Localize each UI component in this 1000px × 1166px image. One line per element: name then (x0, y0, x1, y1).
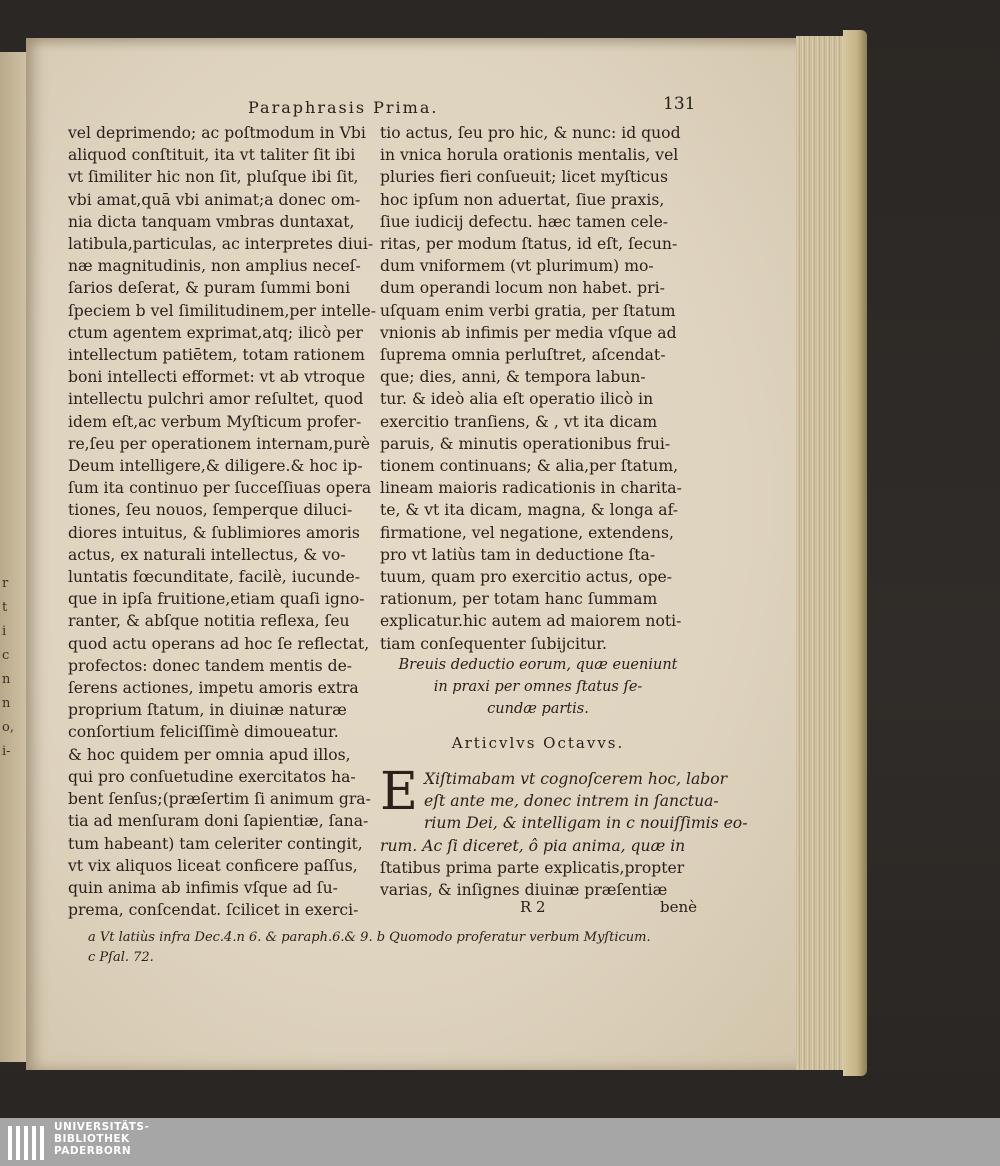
margin-fragment: c (2, 648, 10, 663)
text-line: luntatis fœcunditate, facilè, iucunde- (68, 568, 361, 587)
text-line: pluries fieri conſueuit; licet myſticus (380, 168, 668, 187)
article-line: ſtatibus prima parte explicatis,propter (380, 858, 685, 877)
text-line: explicatur.hic autem ad maiorem noti- (380, 612, 682, 631)
text-line: vel deprimendo; ac poſtmodum in Vbi (68, 124, 366, 142)
subheading-line: in praxi per omnes ſtatus ſe- (433, 679, 643, 695)
margin-fragment: o, (2, 720, 14, 735)
page-block-edge (796, 36, 848, 1070)
text-line: exercitio tranſiens, & , vt ita dicam (380, 412, 658, 431)
article-line: rum. Ac ſi diceret, ô pia anima, quæ in (380, 836, 686, 855)
text-line: proprium ſtatum, in diuinæ naturæ (68, 701, 347, 720)
text-line: ſuprema omnia perluſtret, aſcendat- (380, 346, 666, 365)
text-line: & hoc quidem per omnia apud illos, (68, 745, 351, 764)
text-line: tiones, ſeu nouos, ſemperque diluci- (68, 501, 353, 520)
text-line: actus, ex naturali intellectus, & vo- (68, 545, 346, 564)
article-title: Articvlvs Octavvs. (451, 734, 625, 752)
text-line: vnionis ab infimis per media vſque ad (380, 323, 677, 342)
text-line: que; dies, anni, & tempora labun- (380, 368, 646, 387)
margin-fragment: n (2, 672, 11, 687)
text-line: ſpeciem b vel ſimilitudinem,per intelle- (68, 301, 377, 320)
text-line: ranter, & abſque notitia reflexa, ſeu (68, 612, 350, 631)
text-line: ſum ita continuo per ſucceſſiuas opera (68, 479, 372, 498)
text-line: vt ſimiliter hic non ſit, pluſque ibi ſit, (68, 168, 359, 187)
right-text-column (380, 122, 696, 655)
article-line: Xiſtimabam vt cognoſcerem hoc, labor (423, 770, 728, 788)
text-line: lineam maioris radicationis in charita- (380, 479, 682, 498)
book-cover (843, 30, 867, 1076)
text-line: tio actus, ſeu pro hic, & nunc: id quod (380, 124, 681, 142)
text-line: pro vt latiùs tam in deductione ſta- (380, 545, 656, 564)
text-line: hoc ipſum non aduertat, ſiue praxis, (380, 190, 665, 209)
margin-fragment: t (2, 600, 8, 615)
subheading-line: cundæ partis. (487, 701, 589, 717)
text-line: dum vniformem (vt plurimum) mo- (380, 257, 654, 276)
text-line: vt vix aliquos liceat conficere paſſus, (68, 856, 358, 875)
text-line: quod actu operans ad hoc ſe reflectat, (68, 634, 370, 653)
text-line: bent ſenſus;(præſertim ſi animum gra- (68, 790, 371, 809)
library-name-line2: BIBLIOTHEK (54, 1133, 130, 1145)
text-line: intellectum patiētem, totam rationem (68, 346, 365, 365)
text-line: ſerens actiones, impetu amoris extra (68, 679, 359, 698)
catchword: benè (660, 898, 698, 916)
text-line: tur. & ideò alia eſt operatio ilicò in (380, 390, 654, 409)
text-line: conſortium feliciſſimè dimoueatur. (68, 723, 339, 742)
footnote-line: c Pſal. 72. (88, 950, 154, 965)
library-footer-bar (0, 1118, 1000, 1166)
text-line: tiam conſequenter ſubijcitur. (380, 634, 608, 653)
text-line: aliquod conſtituit, ita vt taliter ſit ibi (68, 146, 356, 165)
text-line: tionem continuans; & alia,per ſtatum, (380, 457, 679, 476)
signature-mark: R 2 (520, 898, 546, 916)
text-line: intellectu pulchri amor reſultet, quod (68, 390, 364, 409)
text-line: idem eſt,ac verbum Myſticum profer- (68, 412, 362, 431)
article-line: rium Dei, & intelligam in c nouiſſimis eo- (423, 814, 748, 833)
text-line: quin anima ab infimis vſque ad ſu- (68, 878, 338, 897)
text-line: tum habeant) tam celeriter contingit, (68, 834, 363, 853)
text-line: in vnica horula orationis mentalis, vel (380, 146, 679, 165)
margin-fragment: n (2, 696, 11, 711)
article-line: varias, & inſignes diuinæ præſentiæ (380, 881, 668, 900)
library-logo-icon (6, 1122, 46, 1162)
article-line: eſt ante me, donec intrem in ſanctua- (423, 792, 719, 811)
text-line: te, & vt ita dicam, magna, & longa af- (380, 501, 679, 520)
text-line: vbi amat,quā vbi animat;a donec om- (68, 190, 361, 209)
text-line: tia ad menſuram doni ſapientiæ, ſana- (68, 812, 369, 831)
text-line: ſarios deſerat, & puram ſummi boni (68, 279, 351, 298)
text-line: profectos: donec tandem mentis de- (68, 656, 353, 675)
running-title: Paraphrasis Prima. (248, 98, 439, 117)
subheading-line: Breuis deductio eorum, quæ eueniunt (398, 657, 678, 673)
text-line: Deum intelligere,& diligere.& hoc ip- (68, 457, 363, 476)
margin-fragment: r (2, 576, 9, 591)
library-name-line3: PADERBORN (54, 1145, 132, 1157)
margin-fragment: i- (2, 744, 11, 759)
text-line: re,ſeu per operationem internam,purè (68, 434, 371, 453)
text-line: firmatione, vel negatione, extendens, (380, 523, 674, 542)
text-line: diores intuitus, & ſublimiores amoris (68, 523, 360, 542)
text-line: tuum, quam pro exercitio actus, ope- (380, 568, 673, 587)
text-line: qui pro conſuetudine exercitatos ha- (68, 767, 356, 786)
text-line: paruis, & minutis operationibus frui- (380, 434, 671, 453)
text-line: nia dicta tanquam vmbras duntaxat, (68, 212, 355, 231)
page-number: 131 (663, 94, 696, 114)
text-line: næ magnitudinis, non amplius neceſ- (68, 257, 361, 276)
text-line: ritas, per modum ſtatus, id eſt, ſecun- (380, 235, 678, 254)
text-line: prema, conſcendat. ſcilicet in exerci- (68, 901, 359, 920)
text-line: ctum agentem exprimat,atq; ilicò per (68, 323, 363, 342)
text-line: uſquam enim verbi gratia, per ſtatum (380, 301, 676, 320)
text-line: que in ipſa fruitione,etiam quaſi igno- (68, 590, 365, 609)
text-line: ſiue iudicij defectu. hæc tamen cele- (380, 212, 669, 231)
article-body (380, 762, 748, 901)
left-text-column (68, 122, 376, 921)
footnote-line: a Vt latiùs infra Dec.4.n 6. & paraph.6.& 9. b Quomodo proferatur verbum Myſticum. (88, 930, 651, 945)
text-line: boni intellecti efformet: vt ab vtroque (68, 368, 366, 387)
text-line: dum operandi locum non habet. pri- (380, 279, 665, 298)
text-line: latibula,particulas, ac interpretes diui- (68, 235, 374, 254)
section-subheading (380, 654, 696, 720)
margin-fragment: i (2, 624, 7, 639)
footnotes (88, 928, 651, 968)
library-name-line1: UNIVERSITÄTS- (54, 1121, 150, 1133)
text-line: rationum, per totam hanc ſummam (380, 590, 658, 609)
drop-capital: E (380, 762, 418, 822)
library-name (54, 1121, 149, 1157)
